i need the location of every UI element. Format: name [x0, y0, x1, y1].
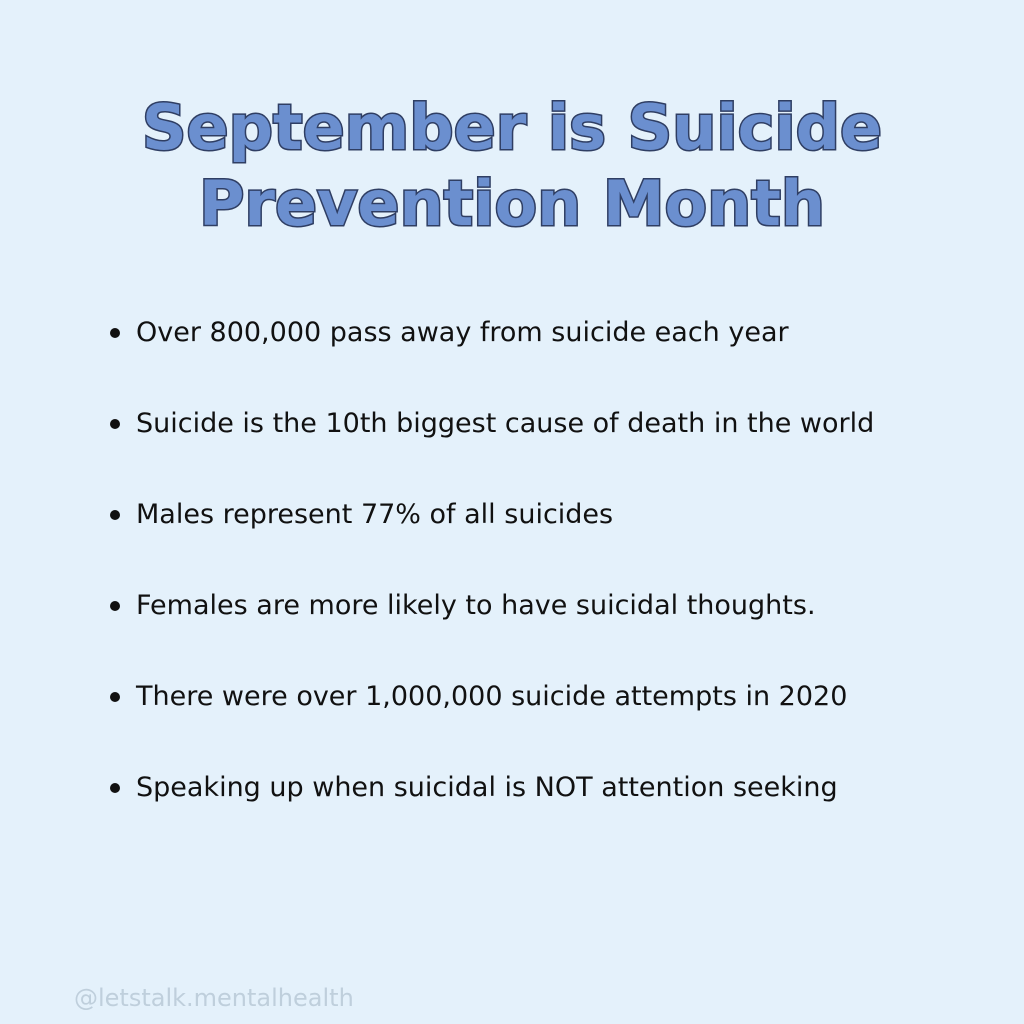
fact-item [104, 308, 1004, 399]
bullet-icon [110, 601, 120, 611]
watermark-handle: @letstalk.mentalhealth [74, 984, 354, 1012]
fact-item [104, 672, 1004, 763]
bullet-icon [110, 692, 120, 702]
bullet-icon [110, 510, 120, 520]
fact-item [104, 399, 1004, 490]
bullet-icon [110, 419, 120, 429]
fact-item [104, 490, 1004, 581]
bullet-icon [110, 783, 120, 793]
title-line-2: Prevention Month [198, 166, 826, 240]
facts-list [104, 308, 1004, 854]
fact-text: Over 800,000 pass away from suicide each year [136, 317, 789, 348]
fact-text: Speaking up when suicidal is NOT attention seeking [136, 772, 838, 803]
page-title [0, 90, 1024, 242]
fact-text: Suicide is the 10th biggest cause of death in the world [136, 408, 875, 439]
fact-item [104, 581, 1004, 672]
fact-text: Males represent 77% of all suicides [136, 499, 614, 530]
fact-text: There were over 1,000,000 suicide attempts in 2020 [136, 681, 848, 712]
bullet-icon [110, 328, 120, 338]
fact-item [104, 763, 1004, 854]
title-line-1: September is Suicide [141, 90, 883, 164]
fact-text: Females are more likely to have suicidal thoughts. [136, 590, 816, 621]
